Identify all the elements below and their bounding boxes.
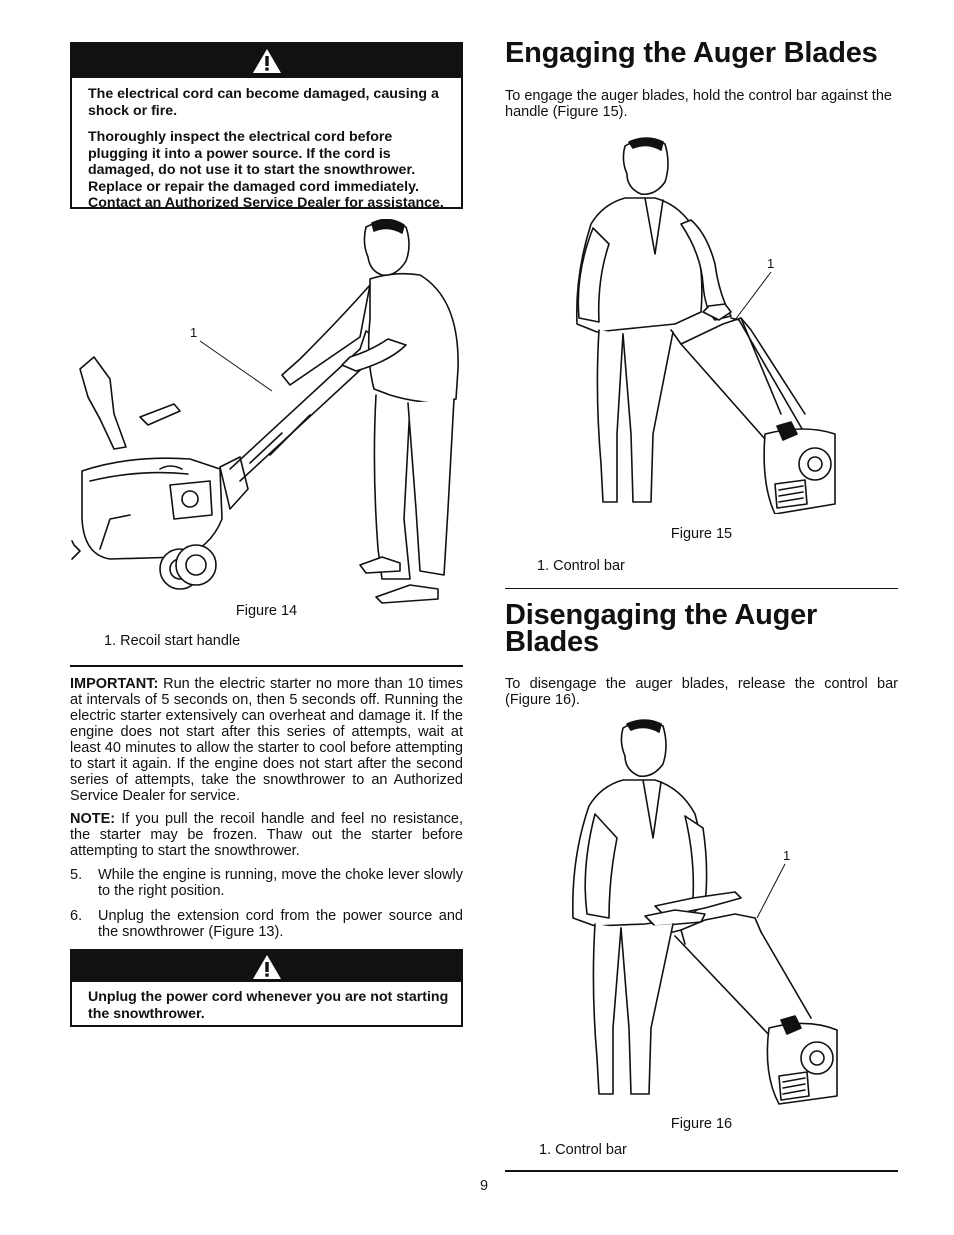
figure-14-legend: 1. Recoil start handle bbox=[104, 633, 241, 649]
warning-triangle-icon bbox=[252, 954, 282, 980]
figure-14-caption: Figure 14 bbox=[235, 603, 298, 619]
warning-header bbox=[72, 44, 461, 78]
disengaging-text: To disengage the auger blades, release the control bar (Figure 16). bbox=[505, 676, 898, 708]
figure-14-illustration bbox=[70, 219, 463, 619]
step-number: 5. bbox=[70, 867, 83, 883]
warning-cord-instructions: Thoroughly inspect the electrical cord before plugging it into a power source. If the cord is damaged, do not use it to start the snowthrower. Replace or repair the damaged cord immediately. Contact an Authorized Service Dealer for assistance. bbox=[88, 129, 444, 211]
note-text: If you pull the recoil handle and feel no resistance, the starter may be frozen. Thaw out the starter before attempting to start the snowthrower. bbox=[70, 811, 463, 859]
figure-16 bbox=[505, 718, 898, 1176]
figure-15-illustration bbox=[505, 134, 898, 514]
step-text: While the engine is running, move the choke lever slowly to the right position. bbox=[98, 867, 463, 899]
list-item bbox=[70, 867, 463, 899]
figure-16-illustration bbox=[505, 718, 898, 1108]
figure-14-callout: 1 bbox=[190, 325, 198, 340]
warning-header bbox=[72, 951, 461, 982]
page-number: 9 bbox=[479, 1178, 489, 1194]
step-text: Unplug the extension cord from the power source and the snowthrower (Figure 13). bbox=[98, 908, 463, 940]
figure-15-caption: Figure 15 bbox=[670, 526, 733, 542]
steps-list bbox=[70, 867, 463, 940]
important-text: Run the electric starter no more than 10 times at intervals of 5 seconds on, then 5 seconds off. Running the electric starter extensively can overheat and damage it. If the engine does not start after this series of attempts, wait at least 40 minutes to allow the starter to cool before attempting to start it again. If the engine does not start after the second series of attempts, take the snowthrower to an Authorized Service Dealer for service. bbox=[70, 676, 463, 804]
left-column bbox=[70, 42, 463, 1027]
engaging-text: To engage the auger blades, hold the control bar against the handle (Figure 15). bbox=[505, 88, 892, 120]
disengaging-title: Disengaging the Auger Blades bbox=[505, 599, 818, 658]
right-column bbox=[505, 36, 898, 1172]
engaging-title: Engaging the Auger Blades bbox=[505, 37, 878, 69]
figure-14 bbox=[70, 219, 463, 669]
figure-16-callout: 1 bbox=[783, 848, 791, 863]
note-paragraph bbox=[70, 811, 463, 859]
warning-cord-hazard: The electrical cord can become damaged, causing a shock or fire. bbox=[88, 86, 439, 119]
figure-15-callout: 1 bbox=[767, 256, 775, 271]
step-number: 6. bbox=[70, 908, 83, 924]
warning-body bbox=[72, 78, 461, 218]
warning-box-cord bbox=[70, 42, 463, 209]
figure-16-legend: 1. Control bar bbox=[539, 1142, 627, 1158]
important-label: IMPORTANT: bbox=[70, 676, 159, 692]
warning-body bbox=[72, 982, 461, 1028]
warning-unplug-text: Unplug the power cord whenever you are not starting the snowthrower. bbox=[88, 989, 449, 1022]
warning-box-unplug bbox=[70, 949, 463, 1027]
warning-triangle-icon bbox=[252, 48, 282, 74]
list-item bbox=[70, 908, 463, 940]
figure-15 bbox=[505, 134, 898, 592]
figure-15-legend: 1. Control bar bbox=[537, 558, 625, 574]
important-paragraph bbox=[70, 676, 463, 804]
important-notes bbox=[70, 676, 463, 859]
note-label: NOTE: bbox=[70, 811, 116, 827]
figure-16-caption: Figure 16 bbox=[670, 1116, 733, 1132]
